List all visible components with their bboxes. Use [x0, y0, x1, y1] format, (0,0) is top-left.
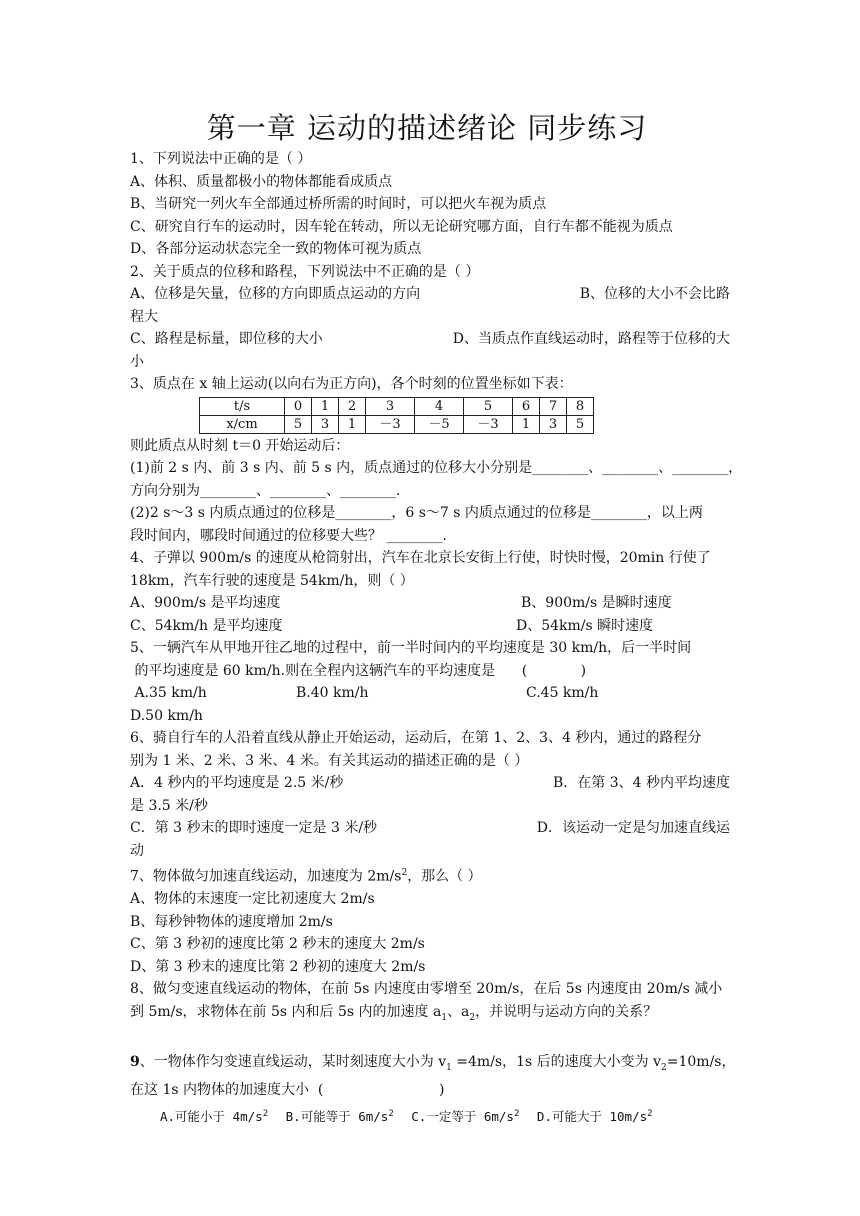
table-cell: 3 [312, 415, 339, 433]
question-1-option-a: A、体积、质量都极小的物体都能看成质点 [130, 173, 393, 190]
question-6-row-cd [130, 817, 730, 840]
table-cell: 1 [513, 415, 540, 433]
superscript: 2 [647, 1108, 653, 1119]
table-row-time [200, 397, 594, 415]
question-1-stem: 1、下列说法中正确的是（ ） [130, 151, 312, 167]
question-9-option-d [537, 1109, 653, 1124]
question-5-stem: 5、一辆汽车从甲地开往乙地的过程中，前一半时间内的平均速度是 30 km/h，后一半时间 [130, 640, 692, 656]
table-row-position [200, 415, 594, 433]
question-5-option-c: C.45 km/h [526, 685, 599, 701]
question-2-row-cd [130, 328, 730, 351]
question-7-option-d: D、第 3 秒末的速度比第 2 秒初的速度大 2m/s [130, 958, 426, 975]
question-5-stem-continued: 的平均速度是 60 km/h.则在全程内这辆汽车的平均速度是 ( ) [130, 662, 587, 679]
question-7-stem [130, 862, 730, 888]
question-9-option-c [411, 1109, 519, 1124]
question-6-stem-continued: 别为 1 米、2 米、3 米、4 米。有关其运动的描述正确的是（ ） [130, 752, 529, 769]
question-1 [130, 148, 730, 261]
superscript: 2 [401, 868, 408, 878]
table-cell: －5 [415, 415, 464, 433]
question-6-row-ab [130, 772, 730, 795]
question-8-stem: 8、做匀变速直线运动的物体，在前 5s 内速度由零增至 20m/s，在后 5s 内速度由 20m/s 减小 [130, 981, 723, 998]
table-cell: 3 [366, 397, 415, 415]
table-header-time: t/s [200, 397, 285, 415]
table-cell: 7 [540, 397, 567, 415]
question-9-option-b [286, 1109, 394, 1124]
question-4-option-b: B、900m/s 是瞬时速度 [521, 595, 672, 611]
question-3-part-1-continued: 方向分别为________、________、________. [130, 482, 401, 499]
question-3-part-2-continued: 段时间内，哪段时间通过的位移要大些？ ________. [130, 527, 447, 544]
question-9-number: 9 [130, 1053, 140, 1070]
question-2-option-a: A、位移是矢量，位移的方向即质点运动的方向 [130, 286, 421, 302]
question-4-option-d: D、54km/s 瞬时速度 [516, 617, 654, 634]
question-5-option-b: B.40 km/h [296, 685, 369, 701]
question-1-option-b: B、当研究一列火车全部通过桥所需的时间时，可以把火车视为质点 [130, 196, 547, 212]
question-7-option-a: A、物体的末速度一定比初速度大 2m/s [130, 891, 375, 908]
question-2-stem: 2、关于质点的位移和路程，下列说法中不正确的是（ ） [130, 263, 480, 280]
option-text: D.可能大于 10m/s [536, 1108, 648, 1124]
question-3 [130, 373, 743, 547]
question-5 [130, 637, 730, 727]
question-1-option-c: C、研究自行车的运动时，因车轮在转动，所以无论研究哪方面，自行车都不能视为质点 [130, 218, 673, 235]
question-8-stem-continued [130, 1001, 730, 1029]
option-text: B.可能等于 6m/s [285, 1108, 389, 1124]
question-4-stem-continued: 18km，汽车行驶的速度是 54km/h，则（ ） [130, 572, 414, 589]
question-3-intro: 则此质点从时刻 t＝0 开始运动后： [130, 437, 350, 454]
question-8-text: 到 5m/s，求物体在前 5s 内和后 5s 内的加速度 a [130, 1003, 442, 1020]
table-cell: 4 [415, 397, 464, 415]
question-6-option-d-continued: 动 [130, 842, 144, 859]
question-6-option-c: C．第 3 秒末的即时速度一定是 3 米/秒 [130, 820, 378, 836]
question-2 [130, 261, 730, 374]
table-cell: －3 [464, 415, 513, 433]
position-table [199, 397, 594, 434]
question-6-option-b: B．在第 3、4 秒内平均速度 [552, 775, 730, 791]
question-7-option-c: C、第 3 秒初的速度比第 2 秒末的速度大 2m/s [130, 936, 425, 953]
question-9-options [130, 1102, 730, 1129]
question-9-stem [130, 1051, 736, 1079]
table-cell: 5 [567, 415, 594, 433]
table-header-position: x/cm [200, 415, 285, 433]
question-8-text: ，并说明与运动方向的关系？ [475, 1003, 658, 1020]
question-7-stem-text: 7、物体做匀加速直线运动，加速度为 2m/s [130, 868, 402, 885]
table-cell: 1 [312, 397, 339, 415]
question-2-option-d: D、当质点作直线运动时，路程等于位移的大 [452, 331, 730, 347]
table-cell: 5 [464, 397, 513, 415]
question-4-row-cd [130, 615, 730, 638]
question-5-row-abc [130, 682, 730, 705]
question-8 [130, 978, 730, 1029]
question-1-option-d: D、各部分运动状态完全一致的物体可视为质点 [130, 241, 422, 257]
superscript: 2 [388, 1108, 394, 1119]
question-9-text: 、一物体作匀变速直线运动，某时刻速度大小为 v [139, 1053, 447, 1070]
question-4-stem: 4、子弹以 900m/s 的速度从枪筒射出，汽车在北京长安街上行使，时快时慢，20min 行使了 [130, 550, 711, 566]
table-cell: 1 [339, 415, 366, 433]
table-cell: 8 [567, 397, 594, 415]
worksheet [130, 108, 743, 1129]
subscript: 1 [446, 1062, 452, 1073]
table-cell: 3 [540, 415, 567, 433]
question-2-row-ab [130, 283, 730, 306]
question-2-option-b: B、位移的大小不会比路 [579, 286, 730, 302]
question-6-option-d: D．该运动一定是匀加速直线运 [536, 820, 730, 836]
superscript: 2 [513, 1108, 520, 1119]
question-8-text: 、a [447, 1003, 470, 1020]
answer-space [130, 1029, 730, 1051]
question-4-option-a: A、900m/s 是平均速度 [130, 595, 281, 611]
question-5-option-a: A.35 km/h [130, 685, 207, 701]
table-cell: 2 [339, 397, 366, 415]
subscript: 2 [469, 1012, 476, 1023]
question-4-row-ab [130, 592, 730, 615]
question-5-option-d: D.50 km/h [130, 707, 203, 724]
question-2-option-c: C、路程是标量，即位移的大小 [130, 331, 323, 347]
question-6-option-a: A．4 秒内的平均速度是 2.5 米/秒 [130, 775, 344, 791]
question-3-part-2: (2)2 s～3 s 内质点通过的位移是________，6 s～7 s 内质点通过的位移是________，以上两 [130, 505, 703, 521]
question-4 [130, 547, 730, 637]
table-cell: 6 [513, 397, 540, 415]
question-2-option-d-continued: 小 [130, 353, 144, 370]
question-9-option-a [160, 1109, 268, 1124]
question-9 [130, 1051, 736, 1129]
question-7-stem-tail: ，那么（ ） [407, 868, 482, 885]
option-text: A.可能小于 4m/s [160, 1108, 263, 1124]
subscript: 2 [661, 1062, 667, 1073]
question-7-option-b: B、每秒钟物体的速度增加 2m/s [130, 913, 333, 930]
table-cell: －3 [366, 415, 415, 433]
question-9-text: =10m/s， [666, 1053, 736, 1070]
table-cell: 0 [285, 397, 312, 415]
question-9-text: =4m/s，1s 后的速度大小变为 v [451, 1053, 662, 1070]
question-3-part-1: (1)前 2 s 内、前 3 s 内、前 5 s 内，质点通过的位移大小分别是________、________、________， [130, 460, 743, 476]
question-2-option-b-continued: 程大 [130, 308, 158, 325]
question-9-stem-continued: 在这 1s 内物体的加速度大小 ( ) [130, 1082, 445, 1099]
question-6-stem: 6、骑自行车的人沿着直线从静止开始运动，运动后，在第 1、2、3、4 秒内，通过的路程分 [130, 730, 702, 746]
option-text: C.一定等于 6m/s [411, 1108, 514, 1124]
superscript: 2 [262, 1108, 269, 1119]
question-6 [130, 727, 730, 862]
question-7 [130, 862, 730, 978]
question-6-option-b-continued: 是 3.5 米/秒 [130, 797, 208, 814]
question-3-stem: 3、质点在 x 轴上运动(以向右为正方向)，各个时刻的位置坐标如下表： [130, 376, 573, 392]
question-4-option-c: C、54km/h 是平均速度 [130, 617, 283, 634]
subscript: 1 [441, 1012, 448, 1023]
page-title: 第一章 运动的描述绪论 同步练习 [206, 111, 648, 145]
table-cell: 5 [285, 415, 312, 433]
